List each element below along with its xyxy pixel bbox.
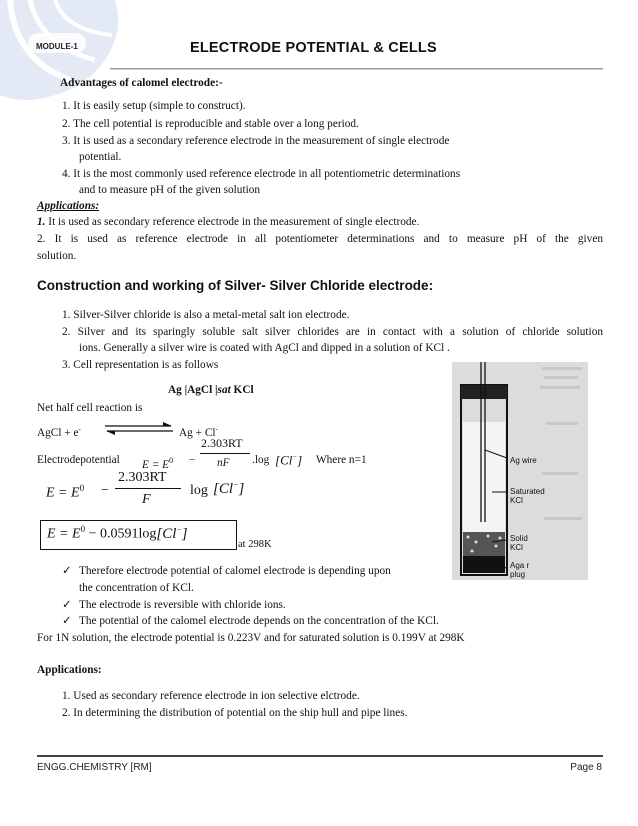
application-1-item-1 <box>37 215 419 230</box>
eq2-sup: 0 <box>79 483 85 493</box>
eq2-minus: − <box>101 483 109 498</box>
eq1-fraction-bar <box>200 453 250 454</box>
eq2-lhs-text: E = E <box>46 485 80 501</box>
eq2-fraction-bar <box>115 488 181 489</box>
silver-item-3: 3. Cell representation is as follows <box>62 359 219 371</box>
application-1-item-2-cont: solution. <box>37 250 77 262</box>
eq2-cl: [Cl−] <box>213 480 245 497</box>
eq3 <box>47 524 188 543</box>
reaction-left-text: AgCl + e <box>37 426 79 439</box>
eq3-cl-text: Cl <box>162 525 177 542</box>
advantage-item-1: 1. It is easily setup (simple to construct). <box>62 100 246 112</box>
electrode-diagram <box>452 362 588 580</box>
eq1-minus: − <box>189 454 196 466</box>
electrode-potential-label: Electrodepotential <box>37 454 120 466</box>
page-title: ELECTRODE POTENTIAL & CELLS <box>190 40 437 56</box>
cell-rep-end: KCl <box>230 384 254 396</box>
application-2-item-2: 2. In determining the distribution of potential on the ship hull and pipe lines. <box>62 707 408 719</box>
cell-rep-main: Ag |AgCl | <box>168 384 218 396</box>
applications-heading-1: Applications: <box>37 200 100 212</box>
eq2-lhs <box>46 483 84 502</box>
eq3-rest: − 0.0591log <box>85 526 157 542</box>
advantage-item-3-cont: potential. <box>79 151 122 163</box>
advantage-item-4: 4. It is the most commonly used reference electrode in all potentiometric determinations <box>62 168 461 180</box>
equilibrium-arrow-icon <box>103 421 175 437</box>
check-item-1: ✓ Therefore electrode potential of calomel electrode is depending upon <box>79 564 391 579</box>
eq1-cl: [Cl−] <box>275 452 303 468</box>
eq3-sup: 0 <box>80 524 86 534</box>
application-1-item-1-text: It is used as secondary reference electrode in the measurement of single electrode. <box>45 216 420 228</box>
reaction-right-sup: - <box>215 425 218 433</box>
application-2-item-1: 1. Used as secondary reference electrode in ion selective elctrode. <box>62 690 360 702</box>
net-half-cell-label: Net half cell reaction is <box>37 402 143 414</box>
eq2-numerator: 2.303RT <box>118 470 167 485</box>
eq1-cl-sup: − <box>292 453 298 461</box>
diagram-label-ag-wire: Ag wire <box>510 456 537 465</box>
eq1-sup: 0 <box>169 456 174 465</box>
diagram-label-solid: Solid <box>510 534 528 543</box>
check-item-1-cont: the concentration of KCl. <box>79 582 194 594</box>
reaction-right-text: Ag + Cl <box>179 426 216 439</box>
silver-section-heading: Construction and working of Silver- Silver Chloride electrode: <box>37 278 434 293</box>
page-number: Page 8 <box>570 762 602 773</box>
eq2-log: log <box>190 483 208 498</box>
eq1-where: Where n=1 <box>316 454 367 466</box>
eq2-cl-text: Cl <box>218 481 234 497</box>
application-1-item-2: 2. It is used as reference electrode in all potentiometer determinations and to measure pH of the given <box>37 233 603 245</box>
silver-item-2-cont: ions. Generally a silver wire is coated with AgCl and dipped in a solution of KCl . <box>79 342 450 354</box>
diagram-label-kcl-1: KCl <box>510 496 523 505</box>
diagram-label-agar: Aga r <box>510 561 530 570</box>
advantage-item-2: 2. The cell potential is reproducible and stable over a long period. <box>62 118 359 130</box>
eq2-denominator: F <box>142 492 151 507</box>
eq3-lhs: E = E <box>47 526 81 542</box>
diagram-label-saturated: Saturated <box>510 487 545 496</box>
footer-divider <box>37 755 603 757</box>
applications-heading-2: Applications: <box>37 664 102 676</box>
eq1-lhs-text: E = E <box>142 458 170 471</box>
eq1-denominator: nF <box>217 457 230 469</box>
eq1-log: .log <box>252 454 270 466</box>
advantages-heading: Advantages of calomel electrode:- <box>60 77 223 89</box>
check-item-3: ✓ The potential of the calomel electrode depends on the concentration of the KCl. <box>79 614 439 629</box>
reaction-left-sup: - <box>78 425 81 433</box>
module-label: MODULE-1 <box>36 42 78 51</box>
eq3-cl-sup: − <box>176 524 182 534</box>
eq2-cl-sup: − <box>233 480 239 489</box>
silver-item-1: 1. Silver-Silver chloride is also a metal-metal salt ion electrode. <box>62 309 350 321</box>
eq3-at-temp: at 298K <box>238 539 272 550</box>
cell-representation <box>168 383 254 398</box>
eq3-cl: [Cl−] <box>156 524 188 542</box>
cell-rep-sat: sat <box>217 384 231 396</box>
eq1-numerator: 2.303RT <box>201 436 243 450</box>
diagram-label-kcl-2: KCl <box>510 543 523 552</box>
check-item-2: ✓ The electrode is reversible with chloride ions. <box>79 598 286 613</box>
application-1-item-1-num: 1. <box>37 216 46 228</box>
eq1-cl-text: Cl <box>280 452 293 468</box>
header-divider <box>110 68 603 70</box>
potential-note: For 1N solution, the electrode potential is 0.223V and for saturated solution is 0.199V at 298K <box>37 632 465 644</box>
advantage-item-4-cont: and to measure pH of the given solution <box>79 184 261 196</box>
diagram-label-plug: plug <box>510 570 526 579</box>
silver-item-2: 2. Silver and its sparingly soluble salt silver chlorides are in contact with a solution of chloride solution <box>62 326 603 338</box>
footer-left: ENGG.CHEMISTRY [RM] <box>37 762 152 773</box>
advantage-item-3: 3. It is used as a secondary reference electrode in the measurement of single electrode <box>62 135 450 147</box>
reaction-left <box>37 422 81 441</box>
